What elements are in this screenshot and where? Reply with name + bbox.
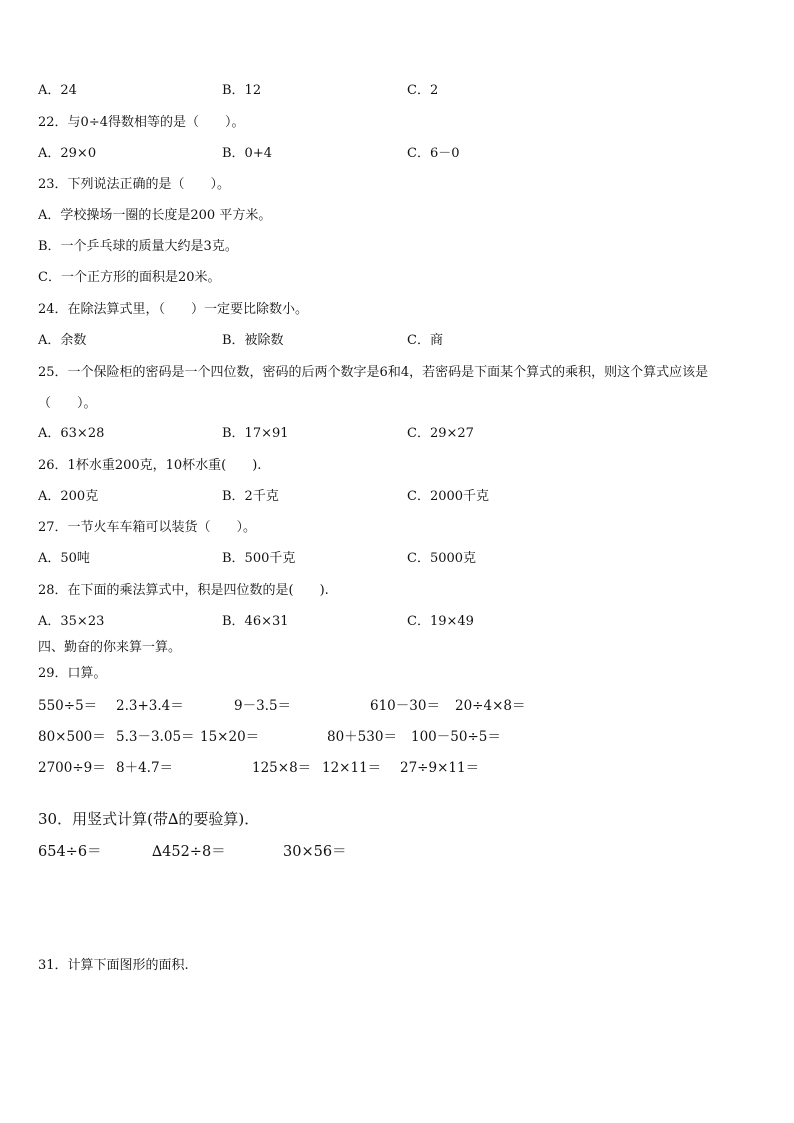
q23-option-c: C．一个正方形的面积是20米。 [38, 270, 221, 285]
q28-stem: 28．在下面的乘法算式中，积是四位数的是( ). [38, 583, 329, 598]
q25-option-a: A．63×28 [38, 426, 105, 441]
q29-stem: 29．口算。 [38, 666, 107, 681]
q28-option-b: B．46×31 [222, 614, 289, 629]
q23-option-a: A．学校操场一圈的长度是200 平方米。 [38, 208, 272, 223]
q24-option-a: A．余数 [38, 333, 87, 348]
q22-stem: 22．与0÷4得数相等的是（ ）。 [38, 115, 245, 130]
q24-option-b: B．被除数 [222, 333, 284, 348]
section-title: 四、勤奋的你来算一算。 [38, 640, 182, 655]
q28-option-c: C．19×49 [407, 614, 474, 629]
calc-item: 80＋530＝ [327, 729, 397, 745]
q24-option-c: C．商 [407, 333, 443, 348]
calc-item: 2.3+3.4＝ [116, 698, 184, 714]
calc-item: 5.3－3.05＝ [116, 729, 195, 745]
calc-item: 15×20＝ [200, 729, 260, 745]
q28-option-a: A．35×23 [38, 614, 105, 629]
q30-item: ∆452÷8＝ [152, 844, 226, 860]
q26-stem: 26．1杯水重200克，10杯水重( ). [38, 458, 262, 473]
q22-option-c: C．6－0 [407, 146, 460, 161]
q31-stem: 31．计算下面图形的面积. [38, 958, 189, 973]
calc-item: 610－30＝ [370, 698, 440, 714]
q27-option-b: B．500千克 [222, 551, 296, 566]
q25-option-c: C．29×27 [407, 426, 474, 441]
q30-item: 30×56＝ [283, 844, 347, 860]
calc-item: 2700÷9＝ [38, 760, 106, 776]
calc-item: 20÷4×8＝ [455, 698, 526, 714]
calc-item: 100－50÷5＝ [411, 729, 501, 745]
calc-item: 550÷5＝ [38, 698, 98, 714]
calc-item: 125×8＝ [252, 760, 312, 776]
q24-stem: 24．在除法算式里，（ ）一定要比除数小。 [38, 302, 309, 317]
calc-item: 9－3.5＝ [234, 698, 292, 714]
q30-item: 654÷6＝ [38, 844, 102, 860]
q30-stem: 30．用竖式计算(带∆的要验算)． [38, 810, 260, 828]
q26-option-a: A．200克 [38, 489, 99, 504]
q27-option-c: C．5000克 [407, 551, 477, 566]
calc-item: 27÷9×11＝ [400, 760, 480, 776]
q23-option-b: B．一个乒乓球的质量大约是3克。 [38, 239, 238, 254]
q26-option-c: C．2000千克 [407, 489, 490, 504]
q21-option-a: A．24 [38, 83, 77, 98]
q27-option-a: A．50吨 [38, 551, 90, 566]
calc-item: 8＋4.7＝ [116, 760, 174, 776]
q27-stem: 27．一节火车车箱可以装货（ ）。 [38, 520, 257, 535]
calc-item: 80×500＝ [38, 729, 106, 745]
q26-option-b: B．2千克 [222, 489, 279, 504]
q21-option-b: B．12 [222, 83, 262, 98]
calc-item: 12×11＝ [322, 760, 382, 776]
q23-stem: 23．下列说法正确的是（ ）。 [38, 177, 231, 192]
q22-option-a: A．29×0 [38, 146, 97, 161]
q25-option-b: B．17×91 [222, 426, 289, 441]
q21-option-c: C．2 [407, 83, 439, 98]
q22-option-b: B．0+4 [222, 146, 272, 161]
q25-stem: 25．一个保险柜的密码是一个四位数，密码的后两个数字是6和4，若密码是下面某个算式的乘积，则这个算式应该是（ ）。 [38, 365, 709, 411]
